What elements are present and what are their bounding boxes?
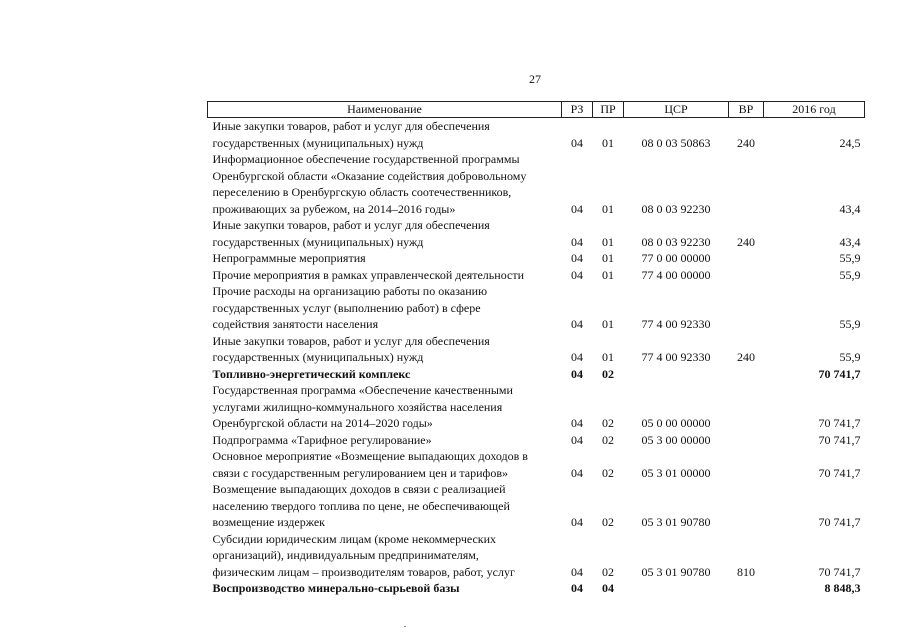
row-csr: 05 3 01 90780	[641, 564, 711, 579]
row-name	[208, 432, 562, 449]
row-name-line: Иные закупки товаров, работ и услуг для обеспечения	[212, 333, 490, 348]
row-amount: 43,4	[839, 234, 861, 249]
table-row	[208, 250, 865, 267]
row-amount: 55,9	[839, 251, 861, 265]
row-name-line: организаций), индивидуальным предпринимателям,	[212, 548, 479, 562]
row-name-line: Субсидии юридическим лицам (кроме некоммерческих	[212, 531, 497, 546]
row-amount: 55,9	[839, 267, 861, 282]
row-amount: 70 741,7	[818, 366, 861, 381]
row-name-line: Основное мероприятие «Возмещение выпадающих доходов в	[212, 449, 528, 463]
row-pr: 01	[602, 267, 614, 282]
table-row	[208, 531, 865, 581]
header-pr: ПР	[593, 102, 624, 118]
row-name-line: Возмещение выпадающих доходов в связи с реализацией	[212, 482, 506, 496]
header-vr: ВР	[729, 102, 764, 118]
row-rz: 04	[571, 267, 583, 282]
row-name	[208, 151, 562, 217]
row-name-line: связи с государственным регулированием цен и тарифов»	[212, 465, 508, 480]
table-row	[208, 580, 865, 597]
row-pr: 02	[602, 465, 614, 480]
row-name	[208, 267, 562, 284]
row-csr: 05 3 01 00000	[641, 465, 711, 480]
row-vr	[729, 580, 764, 597]
table-row	[208, 366, 865, 383]
row-pr: 01	[602, 201, 614, 216]
row-pr: 02	[602, 416, 614, 430]
row-vr	[729, 382, 764, 432]
row-name-line: государственных (муниципальных) нужд	[212, 350, 424, 364]
row-csr: 08 0 03 92230	[641, 234, 711, 249]
row-rz: 04	[571, 432, 583, 447]
row-name-line: Оренбургской области на 2014–2020 годы»	[212, 416, 433, 430]
row-pr: 02	[602, 432, 614, 447]
row-csr: 77 0 00 00000	[641, 251, 711, 265]
row-rz: 04	[571, 581, 583, 595]
row-vr	[729, 267, 764, 284]
row-rz: 04	[571, 465, 583, 480]
row-name-line: Подпрограмма «Тарифное регулирование»	[212, 432, 432, 447]
row-name-line: Иные закупки товаров, работ и услуг для обеспечения	[212, 119, 490, 133]
row-vr: 240	[737, 234, 755, 249]
table-row	[208, 382, 865, 432]
row-vr	[729, 448, 764, 481]
row-name-line: услугами жилищно-коммунального хозяйства населения	[212, 399, 503, 414]
row-name	[208, 366, 562, 383]
row-name-line: Государственная программа «Обеспечение качественными	[212, 383, 513, 397]
row-name-line: Иные закупки товаров, работ и услуг для обеспечения	[212, 218, 490, 232]
row-csr: 05 3 00 00000	[641, 432, 711, 447]
row-vr	[729, 366, 764, 383]
page-number: 27	[529, 72, 541, 86]
row-rz: 04	[571, 564, 583, 579]
row-name	[208, 283, 562, 333]
row-pr: 01	[602, 234, 614, 249]
row-rz: 04	[571, 234, 583, 249]
row-csr: 77 4 00 92330	[641, 317, 711, 331]
row-name	[208, 448, 562, 481]
row-vr	[729, 432, 764, 449]
row-name-line: переселению в Оренбургскую область соотечественников,	[212, 185, 512, 199]
row-pr: 01	[602, 317, 614, 331]
row-name-line: государственных (муниципальных) нужд	[212, 135, 424, 150]
row-name-line: Воспроизводство минерально-сырьевой базы	[212, 581, 460, 595]
table-row	[208, 267, 865, 284]
header-csr: ЦСР	[624, 102, 729, 118]
row-pr: 01	[602, 251, 614, 265]
table-row	[208, 283, 865, 333]
row-pr: 04	[602, 581, 614, 595]
table-row	[208, 118, 865, 152]
row-csr: 05 0 00 00000	[641, 416, 711, 430]
table-row	[208, 333, 865, 366]
row-name	[208, 250, 562, 267]
row-name-line: проживающих за рубежом, на 2014–2016 годы»	[212, 201, 456, 216]
row-rz: 04	[571, 366, 583, 381]
row-amount: 70 741,7	[818, 416, 861, 430]
row-amount: 8 848,3	[824, 581, 861, 595]
row-name-line: физическим лицам – производителям товаров, работ, услуг	[212, 564, 515, 579]
row-pr: 02	[602, 564, 614, 579]
row-vr: 810	[737, 564, 755, 579]
row-amount: 55,9	[839, 317, 861, 331]
row-amount: 55,9	[839, 350, 861, 364]
row-name	[208, 333, 562, 366]
row-rz: 04	[571, 317, 583, 331]
row-vr: 240	[737, 350, 755, 364]
table-row	[208, 448, 865, 481]
row-csr: 77 4 00 00000	[641, 267, 711, 282]
table-row	[208, 432, 865, 449]
row-name-line: Топливно-энергетический комплекс	[212, 366, 411, 381]
row-vr	[729, 250, 764, 267]
row-name-line: возмещение издержек	[212, 515, 325, 529]
row-pr: 01	[602, 350, 614, 364]
row-name-line: государственных (муниципальных) нужд	[212, 234, 424, 249]
table-row	[208, 217, 865, 250]
row-rz: 04	[571, 135, 583, 150]
row-name	[208, 531, 562, 581]
row-csr: 77 4 00 92330	[641, 350, 711, 364]
table-header-row	[208, 102, 865, 118]
header-rz: РЗ	[562, 102, 593, 118]
row-rz: 04	[571, 515, 583, 529]
row-rz: 04	[571, 201, 583, 216]
row-csr: 05 3 01 90780	[641, 515, 711, 529]
row-csr	[624, 366, 729, 383]
row-name	[208, 217, 562, 250]
table-row	[208, 481, 865, 531]
row-name	[208, 118, 562, 152]
row-amount: 70 741,7	[818, 465, 861, 480]
table-row	[208, 151, 865, 217]
header-name: Наименование	[208, 102, 562, 118]
row-name-line: государственных услуг (выполнению работ) в сфере	[212, 300, 481, 315]
row-rz: 04	[571, 350, 583, 364]
row-amount: 70 741,7	[818, 564, 861, 579]
row-csr: 08 0 03 92230	[641, 201, 711, 216]
row-name-line: Прочие расходы на организацию работы по оказанию	[212, 284, 488, 298]
row-vr: 240	[737, 135, 755, 150]
row-pr: 02	[602, 515, 614, 529]
row-pr: 01	[602, 135, 614, 150]
row-name-line: населению твердого топлива по цене, не обеспечивающей	[212, 498, 510, 513]
row-amount: 70 741,7	[818, 515, 861, 529]
budget-table	[207, 101, 865, 597]
row-name	[208, 481, 562, 531]
row-amount: 24,5	[839, 135, 861, 150]
row-vr	[729, 481, 764, 531]
row-rz: 04	[571, 251, 583, 265]
row-csr	[624, 580, 729, 597]
scan-dot	[404, 626, 406, 627]
row-name-line: Непрограммные мероприятия	[212, 251, 366, 265]
header-year: 2016 год	[764, 102, 865, 118]
row-vr	[729, 283, 764, 333]
row-rz: 04	[571, 416, 583, 430]
row-amount: 43,4	[839, 201, 861, 216]
row-name-line: Оренбургской области «Оказание содействия добровольному	[212, 168, 527, 183]
row-pr: 02	[602, 366, 614, 381]
row-csr: 08 0 03 50863	[641, 135, 711, 150]
row-name	[208, 580, 562, 597]
row-name-line: Информационное обеспечение государственной программы	[212, 152, 520, 166]
table-body	[208, 118, 865, 597]
row-vr	[729, 151, 764, 217]
row-name-line: Прочие мероприятия в рамках управленческой деятельности	[212, 267, 524, 282]
row-name	[208, 382, 562, 432]
row-name-line: содействия занятости населения	[212, 317, 379, 331]
row-amount: 70 741,7	[818, 432, 861, 447]
